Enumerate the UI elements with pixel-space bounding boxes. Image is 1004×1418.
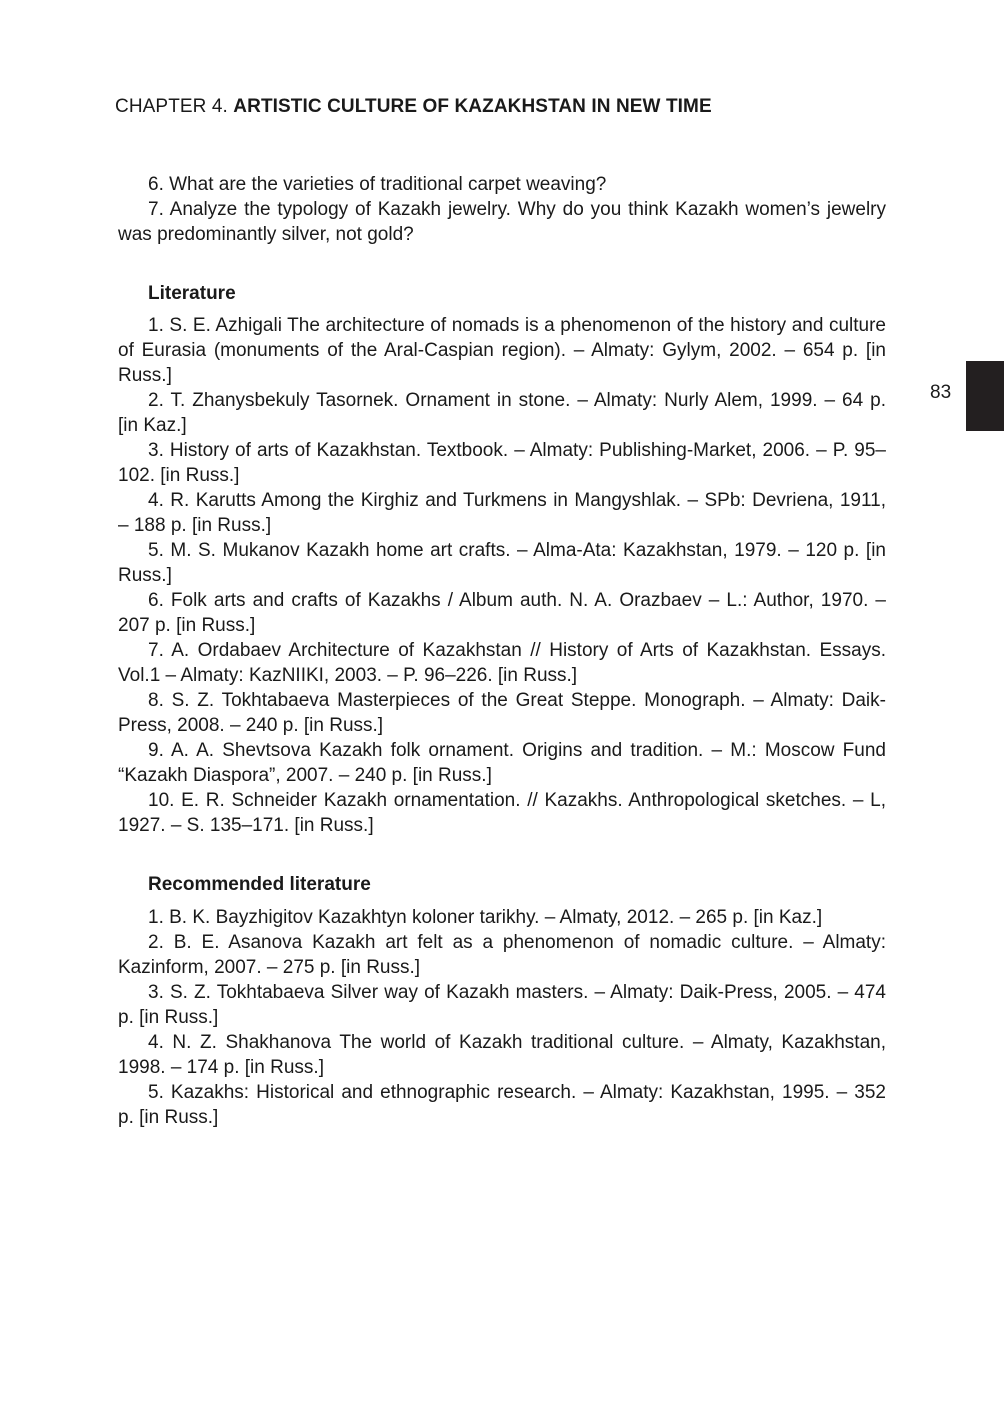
recommended-heading: Recommended literature [148,874,371,895]
literature-item: 10. E. R. Schneider Kazakh ornamentation. // Kazakhs. Anthropological sketches. – L, 1927. – S. 135–171. [in Russ.] [118,790,886,836]
literature-item: 5. M. S. Mukanov Kazakh home art crafts. – Alma-Ata: Kazakhstan, 1979. – 120 p. [in Russ.] [118,540,886,586]
recommended-item: 3. S. Z. Tokhtabaeva Silver way of Kazakh masters. – Almaty: Daik-Press, 2005. – 474 p. [in Russ.] [118,982,886,1028]
literature-item: 4. R. Karutts Among the Kirghiz and Turkmens in Mangyshlak. – SPb: Devriena, 1911, – 188 p. [in Russ.] [118,490,886,536]
chapter-prefix: CHAPTER 4. [115,96,234,117]
running-header [115,96,712,118]
page-number: 83 [930,382,952,403]
recommended-item: 2. B. E. Asanova Kazakh art felt as a phenomenon of nomadic culture. – Almaty: Kazinform, 2007. – 275 p. [in Russ.] [118,932,886,978]
side-tab-marker [966,361,1004,431]
literature-heading: Literature [148,283,236,304]
question-item: 7. Analyze the typology of Kazakh jewelry. Why do you think Kazakh women’s jewelry was predominantly silver, not gold? [118,199,886,245]
question-item: 6. What are the varieties of traditional carpet weaving? [148,174,607,195]
recommended-item: 1. B. K. Bayzhigitov Kazakhtyn koloner tarikhy. – Almaty, 2012. – 265 p. [in Kaz.] [148,907,823,928]
recommended-item: 4. N. Z. Shakhanova The world of Kazakh traditional culture. – Almaty, Kazakhstan, 1998. – 174 p. [in Russ.] [118,1032,886,1078]
literature-item: 9. A. A. Shevtsova Kazakh folk ornament. Origins and tradition. – M.: Moscow Fund “Kazakh Diaspora”, 2007. – 240 p. [in Russ.] [118,740,886,786]
chapter-title: ARTISTIC CULTURE OF KAZAKHSTAN IN NEW TIME [233,96,712,117]
literature-item: 6. Folk arts and crafts of Kazakhs / Album auth. N. A. Orazbaev – L.: Author, 1970. – 207 p. [in Russ.] [118,590,886,636]
literature-item: 3. History of arts of Kazakhstan. Textbook. – Almaty: Publishing-Market, 2006. – P. 95–102. [in Russ.] [118,440,886,486]
literature-item: 8. S. Z. Tokhtabaeva Masterpieces of the Great Steppe. Monograph. – Almaty: Daik-Press, 2008. – 240 p. [in Russ.] [118,690,886,736]
recommended-item: 5. Kazakhs: Historical and ethnographic research. – Almaty: Kazakhstan, 1995. – 352 p. [in Russ.] [118,1082,886,1128]
recommended-list [118,905,886,1130]
questions-list [118,172,886,247]
literature-item: 7. A. Ordabaev Architecture of Kazakhstan // History of Arts of Kazakhstan. Essays. Vol.1 – Almaty: KazNIIKI, 2003. – P. 96–226. [in Russ.] [118,640,886,686]
literature-list [118,313,886,838]
literature-item: 2. T. Zhanysbekuly Tasornek. Ornament in stone. – Almaty: Nurly Alem, 1999. – 64 p. [in Kaz.] [118,390,886,436]
literature-item: 1. S. E. Azhigali The architecture of nomads is a phenomenon of the history and culture of Eurasia (monuments of the Aral-Caspian region). – Almaty: Gylym, 2002. – 654 p. [in Russ.] [118,315,886,386]
